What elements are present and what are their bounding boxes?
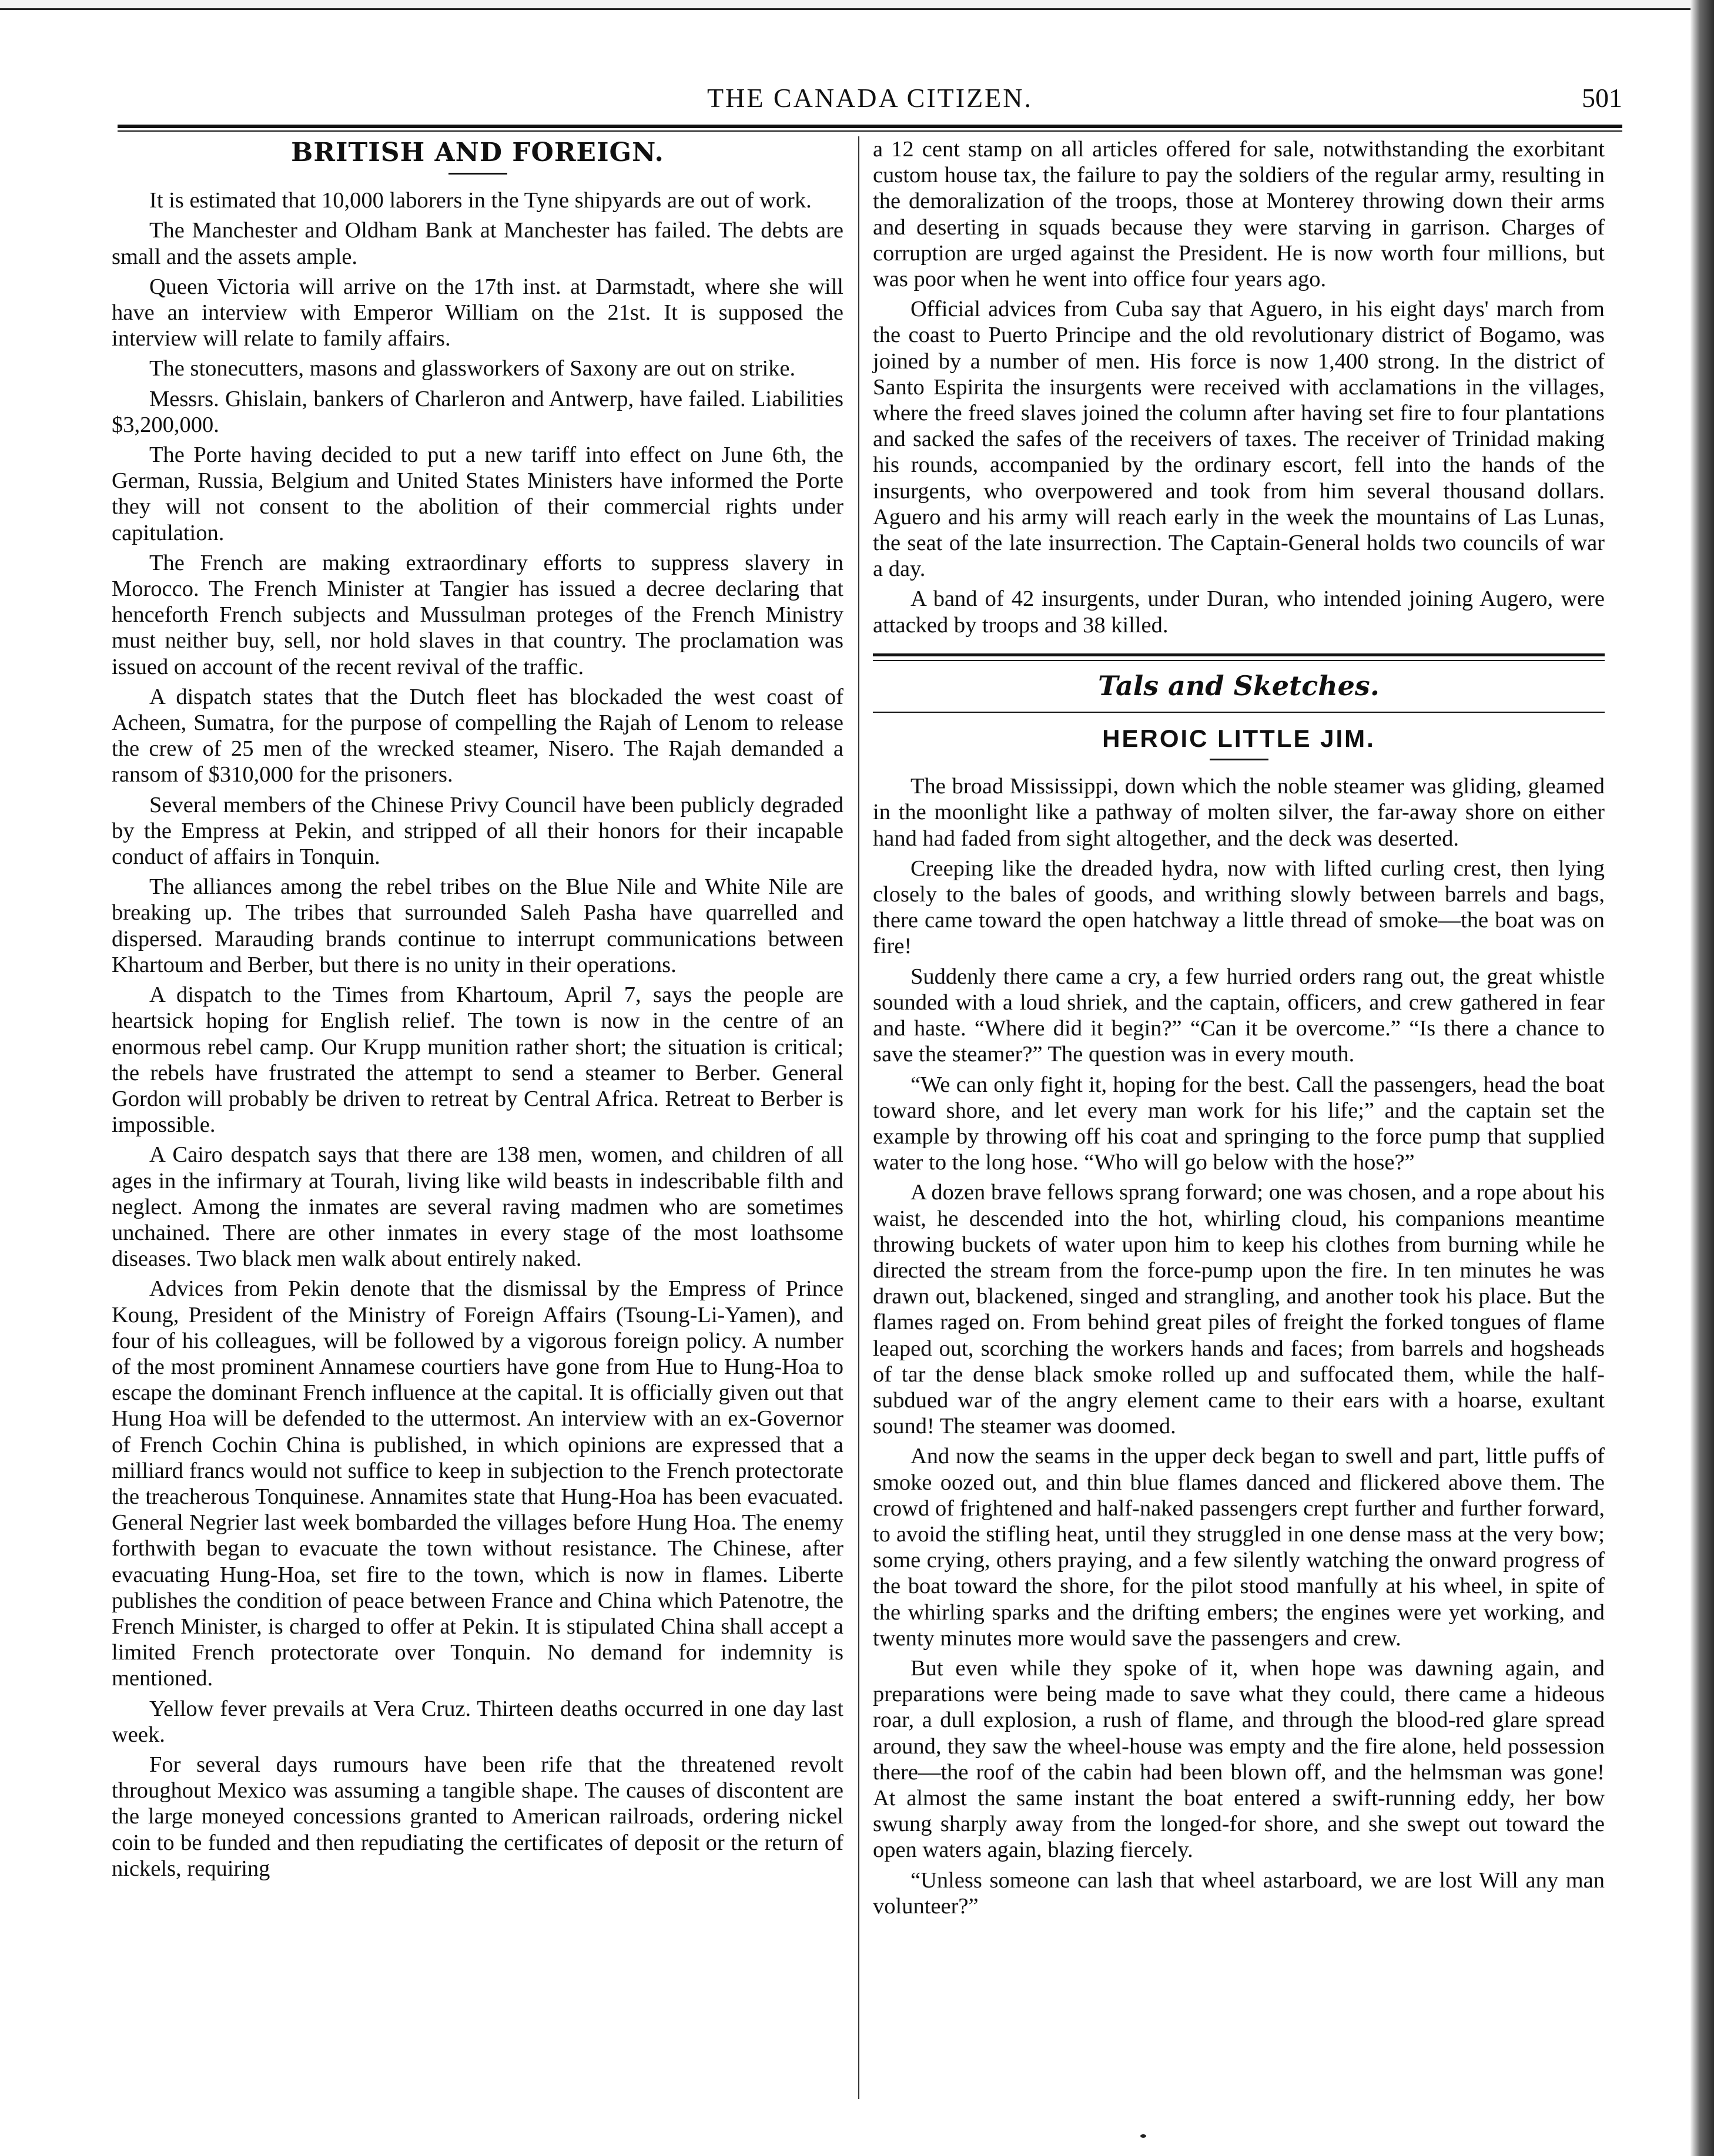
- news-paragraph: A dispatch to the Times from Khartoum, April 7, says the people are heartsick hoping for English relief. The town is now in the centre of an enormous rebel camp. Our Krupp munition rather short; the situation is critical; the rebels have frustrated the attempt to send a steamer to Berber. General Gordon will probably be driven to retreat by Central Africa. Retreat to Berber is impossible.: [112, 983, 843, 1138]
- news-paragraph: For several days rumours have been rife that the threatened revolt throughout Mexico was assuming a tangible shape. The causes of discontent are the large moneyed concessions granted to American railroads, ordering nickel coin to be funded and then repudiating the certificates of deposit or the return of nickels, requiring: [112, 1752, 843, 1881]
- story-paragraph: The broad Mississippi, down which the noble steamer was gliding, gleamed in the moonlight like a pathway of molten silver, the far-away shore on either hand had faded from sight altogether, and the deck was deserted.: [873, 774, 1605, 851]
- story-body: [873, 773, 1605, 1919]
- news-paragraph: Several members of the Chinese Privy Council have been publicly degraded by the Empress at Pekin, and stripped of all their honors for their incapable conduct of affairs in Tonquin.: [112, 792, 843, 870]
- section-title: BRITISH AND FOREIGN.: [291, 138, 664, 167]
- news-paragraph: A band of 42 insurgents, under Duran, who intended joining Augero, were attacked by troops and 38 killed.: [873, 586, 1605, 638]
- story-paragraph: Suddenly there came a cry, a few hurried orders rang out, the great whistle sounded with a loud shriek, and the captain, officers, and crew gathered in fear and haste. “Where did it begin?” “Can it be overcome.” “Is there a chance to save the steamer?” The question was in every mouth.: [873, 964, 1605, 1067]
- continued-news-items: [873, 136, 1605, 638]
- news-paragraph: A Cairo despatch says that there are 138 men, women, and children of all ages in the infirmary at Tourah, living like wild beasts in indescribable filth and neglect. Among the inmates are several raving madmen who are sometimes unchained. There are other inmates in every stage of the most loathsome diseases. Two black men walk about entirely naked.: [112, 1142, 843, 1272]
- header-rule-thick: [118, 125, 1622, 128]
- news-paragraph: a 12 cent stamp on all articles offered for sale, notwithstanding the exorbitant custom house tax, the failure to pay the soldiers of the regular army, resulting in the demoralization of the troops, those at Monterey throwing down their arms and deserting in squads because they were starving in garrison. Charges of corruption are urged against the President. He is now worth four millions, but was poor when he went into office four years ago.: [873, 137, 1605, 292]
- story-paragraph: “Unless someone can lash that wheel astarboard, we are lost Will any man volunteer?”: [873, 1867, 1605, 1919]
- story-paragraph: Creeping like the dreaded hydra, now with lifted curling crest, then lying closely to the bales of goods, and writhing slowly between barrels and bags, there came toward the open hatchway a little thread of smoke—the boat was on fire!: [873, 856, 1605, 959]
- running-title: THE CANADA CITIZEN.: [707, 83, 1033, 113]
- ink-speck: [1140, 2134, 1146, 2138]
- news-paragraph: Advices from Pekin denote that the dismissal by the Empress of Prince Koung, President of the Ministry of Foreign Affairs (Tsoung-Li-Yamen), and four of his colleagues, will be followed by a vigorous foreign policy. A number of the most prominent Annamese courtiers have gone from Hue to Hung-Hoa to escape the dominant French influence at the capital. It is officially given out that Hung Hoa will be defended to the uttermost. An interview with an ex-Governor of French Cochin China is published, in which opinions are expressed that a milliard francs would not suffice to keep in subjection to the French protectorate the treacherous Tonquinese. Annamites state that Hung-Hoa has been evacuated. General Negrier last week bombarded the villages before Hung Hoa. The enemy forthwith began to evacuate the town without resistance. The Chinese, after evacuating Hung-Hoa, set fire to the town, which is now in flames. Liberte publishes the condition of peace between France and China which Patenotre, the French Minister, is charged to offer at Pekin. It is stipulated China shall accept a limited French protectorate over Tonquin. No demand for indemnity is mentioned.: [112, 1276, 843, 1691]
- news-paragraph: A dispatch states that the Dutch fleet has blockaded the west coast of Acheen, Sumatra, for the purpose of compelling the Rajah of Lenom to release the crew of 25 men of the wrecked steamer, Nisero. The Rajah demanded a ransom of $310,000 for the prisoners.: [112, 684, 843, 787]
- department-title-rule: [873, 712, 1605, 713]
- news-items: [112, 187, 843, 1882]
- news-paragraph: Messrs. Ghislain, bankers of Charleron and Antwerp, have failed. Liabilities $3,200,000.: [112, 386, 843, 437]
- left-column: [112, 136, 843, 1886]
- story-paragraph: A dozen brave fellows sprang forward; one was chosen, and a rope about his waist, he descended into the hot, whirling cloud, his companions meantime throwing buckets of water upon him to keep his clothes from burning while he directed the stream from the force-pump upon the fire. In ten minutes he was drawn out, blackened, singed and strangling, and another took his place. But the flames raged on. From behind great piles of freight the forked tongues of flame leaped out, scorching the workers hands and faces; from barrels and hogsheads of tar the dense black smoke rolled up and suffocated them, while the half-subdued war of the angry element came to their ears with a hoarse, exultant sound! The steamer was doomed.: [873, 1180, 1605, 1439]
- story-paragraph: “We can only fight it, hoping for the best. Call the passengers, head the boat toward shore, and let every man work for his life;” and the captain set the example by throwing off his coat and springing to the force pump that supplied water to the long hose. “Who will go below with the hose?”: [873, 1072, 1605, 1175]
- page-number: 501: [1582, 83, 1622, 113]
- department-title: Tals and Sketches.: [1098, 669, 1380, 702]
- news-paragraph: Yellow fever prevails at Vera Cruz. Thirteen deaths occurred in one day last week.: [112, 1696, 843, 1747]
- right-column: [873, 136, 1605, 1923]
- department-rule: [873, 653, 1605, 661]
- section-title-rule: [448, 173, 507, 175]
- story-title: HEROIC LITTLE JIM.: [1102, 725, 1375, 753]
- page-header: [118, 82, 1622, 123]
- scan-top-edge: [0, 0, 1714, 10]
- scan-right-edge: [1690, 0, 1714, 2156]
- story-paragraph: And now the seams in the upper deck began to swell and part, little puffs of smoke oozed out, and thin blue flames danced and flickered above them. The crowd of frightened and half-naked passengers crept further and further forward, to avoid the stifling heat, until they struggled in one dense mass at the very bow; some crying, others praying, and a few silently watching the onward progress of the boat toward the shore, for the pilot stood manfully at his wheel, in spite of the whirling sparks and the drifting embers; the engines were yet working, and twenty minutes more would save the passengers and crew.: [873, 1444, 1605, 1651]
- news-paragraph: Queen Victoria will arrive on the 17th inst. at Darmstadt, where she will have an interview with Emperor William on the 21st. It is supposed the interview will relate to family affairs.: [112, 274, 843, 351]
- news-paragraph: The French are making extraordinary efforts to suppress slavery in Morocco. The French Minister at Tangier has issued a decree declaring that henceforth French subjects and Mussulman proteges of the French Ministry must neither buy, sell, nor hold slaves in that country. The proclamation was issued on account of the recent revival of the traffic.: [112, 550, 843, 679]
- story-paragraph: But even while they spoke of it, when hope was dawning again, and preparations were being made to save what they could, there came a hideous roar, a dull explosion, a rush of flame, and through the blood-red glare spread around, they saw the wheel-house was empty and the fire alone, held possession there—the roof of the cabin had been blown off, and the helmsman was gone! At almost the same instant the boat entered a swift-running eddy, her bow swung sharply away from the longed-for shore, and she swept out toward the open waters again, blazing fiercely.: [873, 1655, 1605, 1863]
- news-paragraph: The Porte having decided to put a new tariff into effect on June 6th, the German, Russia, Belgium and United States Ministers have informed the Porte they will not consent to the abolition of their commercial rights under capitulation.: [112, 442, 843, 545]
- news-paragraph: The alliances among the rebel tribes on the Blue Nile and White Nile are breaking up. The tribes that surrounded Saleh Pasha have quarrelled and dispersed. Marauding brands continue to interrupt communications between Khartoum and Berber, but there is no unity in their operations.: [112, 874, 843, 977]
- news-paragraph: It is estimated that 10,000 laborers in the Tyne shipyards are out of work.: [149, 188, 812, 213]
- news-paragraph: Official advices from Cuba say that Aguero, in his eight days' march from the coast to Puerto Principe and the old revolutionary district of Bogamo, was joined by a number of men. His force is now 1,400 strong. In the district of Santo Espirita the insurgents were received with acclamations in the villages, where the freed slaves joined the column after having set fire to four plantations and sacked the safes of the receivers of taxes. The receiver of Trinidad making his rounds, accompanied by the ordinary escort, fell into the hands of the insurgents, who overpowered and took from him several thousand dollars. Aguero and his army will reach early in the week the mountains of Las Lunas, the seat of the late insurrection. The Captain-General holds two councils of war a day.: [873, 297, 1605, 582]
- story-title-rule: [1210, 759, 1268, 760]
- news-paragraph: The stonecutters, masons and glassworkers of Saxony are out on strike.: [149, 356, 796, 381]
- news-paragraph: The Manchester and Oldham Bank at Manchester has failed. The debts are small and the assets ample.: [112, 218, 843, 269]
- column-divider: [858, 136, 859, 2099]
- header-rule-thin: [118, 130, 1622, 132]
